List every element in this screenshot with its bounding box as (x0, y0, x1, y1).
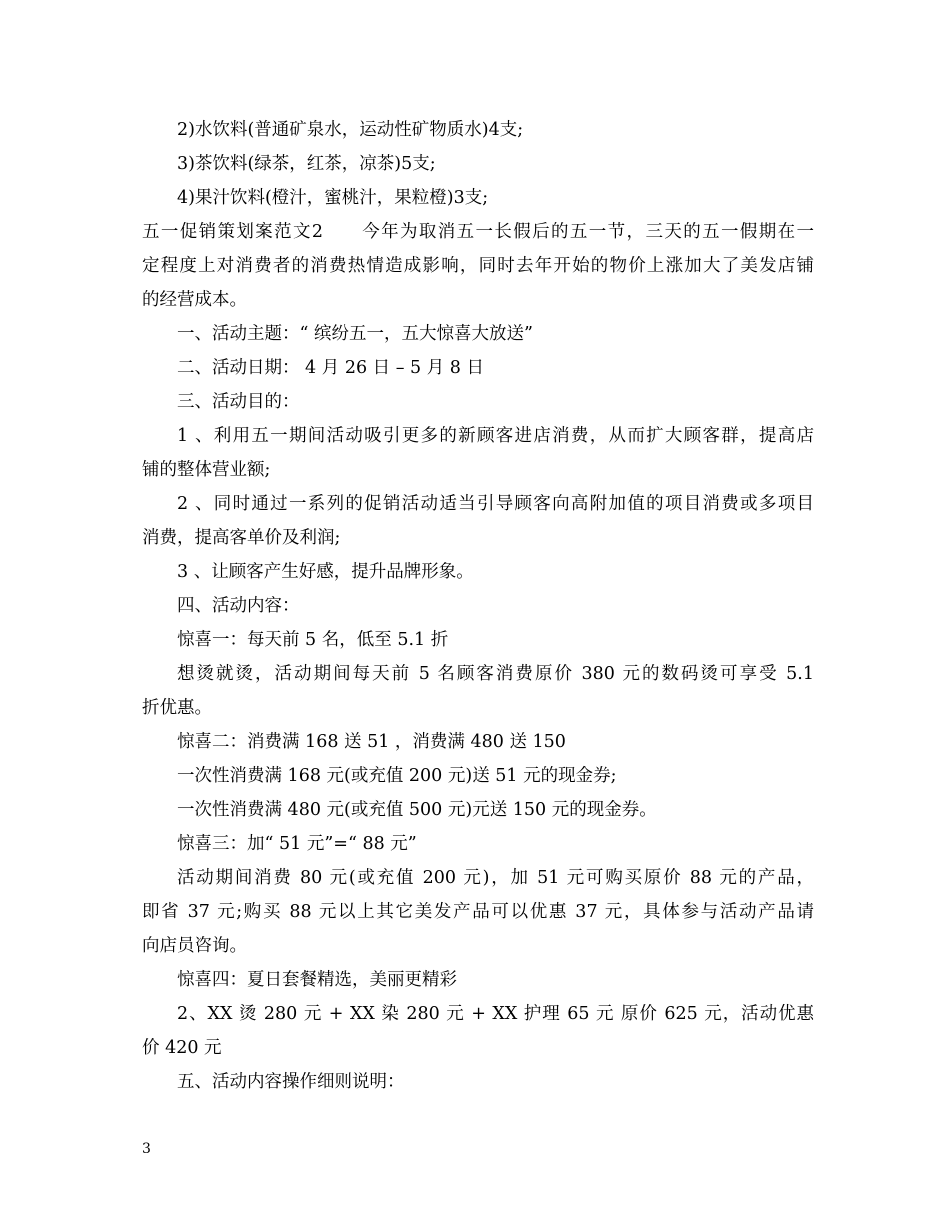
text-line: 四、活动内容： (177, 596, 300, 616)
text-line: 3)茶饮料(绿茶，红茶，凉茶)5支; (177, 154, 436, 174)
text-line: 活动期间消费 80 元(或充值 200 元)，加 51 元可购买原价 88 元的产品， (177, 868, 814, 888)
text-line: 一次性消费满 168 元(或充值 200 元)送 51 元的现金券; (177, 766, 617, 786)
text-line: 二、活动日期： 4 月 26 日 – 5 月 8 日 (177, 358, 484, 378)
text-line: 2)水饮料(普通矿泉水，运动性矿物质水)4支; (177, 120, 524, 140)
text-line: 2、XX 烫 280 元 + XX 染 280 元 + XX 护理 65 元 原价 625 元，活动优惠 (177, 1004, 814, 1024)
text-line: 2 、同时通过一系列的促销活动适当引导顾客向高附加值的项目消费或多项目 (177, 494, 814, 514)
text-line: 3 、让顾客产生好感，提升品牌形象。 (177, 562, 474, 582)
text-line: 五一促销策划案范文2 今年为取消五一长假后的五一节，三天的五一假期在一 (142, 222, 814, 242)
text-line: 1 、利用五一期间活动吸引更多的新顾客进店消费，从而扩大顾客群，提高店 (177, 426, 814, 446)
text-line: 铺的整体营业额; (142, 460, 271, 480)
text-line: 定程度上对消费者的消费热情造成影响，同时去年开始的物价上涨加大了美发店铺 (142, 256, 814, 276)
text-line: 价 420 元 (142, 1038, 222, 1058)
text-line: 惊喜二：消费满 168 送 51 ，消费满 480 送 150 (177, 732, 566, 752)
text-line: 的经营成本。 (142, 290, 247, 310)
page-number: 3 (142, 1141, 151, 1157)
text-line: 向店员咨询。 (142, 936, 247, 956)
text-line: 一、活动主题：“ 缤纷五一，五大惊喜大放送” (177, 324, 533, 344)
text-line: 惊喜三：加“ 51 元”=“ 88 元” (177, 834, 417, 854)
text-line: 惊喜一：每天前 5 名，低至 5.1 折 (177, 630, 449, 650)
text-line: 想烫就烫，活动期间每天前 5 名顾客消费原价 380 元的数码烫可享受 5.1 (177, 664, 814, 684)
text-line: 即省 37 元;购买 88 元以上其它美发产品可以优惠 37 元，具体参与活动产品请 (142, 902, 814, 922)
text-line: 惊喜四：夏日套餐精选，美丽更精彩 (177, 970, 457, 990)
text-line: 三、活动目的： (177, 392, 300, 412)
text-line: 五、活动内容操作细则说明： (177, 1072, 405, 1092)
text-line: 消费，提高客单价及利润; (142, 528, 341, 548)
text-line: 一次性消费满 480 元(或充值 500 元)元送 150 元的现金券。 (177, 800, 657, 820)
text-line: 折优惠。 (142, 698, 212, 718)
text-line: 4)果汁饮料(橙汁，蜜桃汁，果粒橙)3支; (177, 188, 489, 208)
